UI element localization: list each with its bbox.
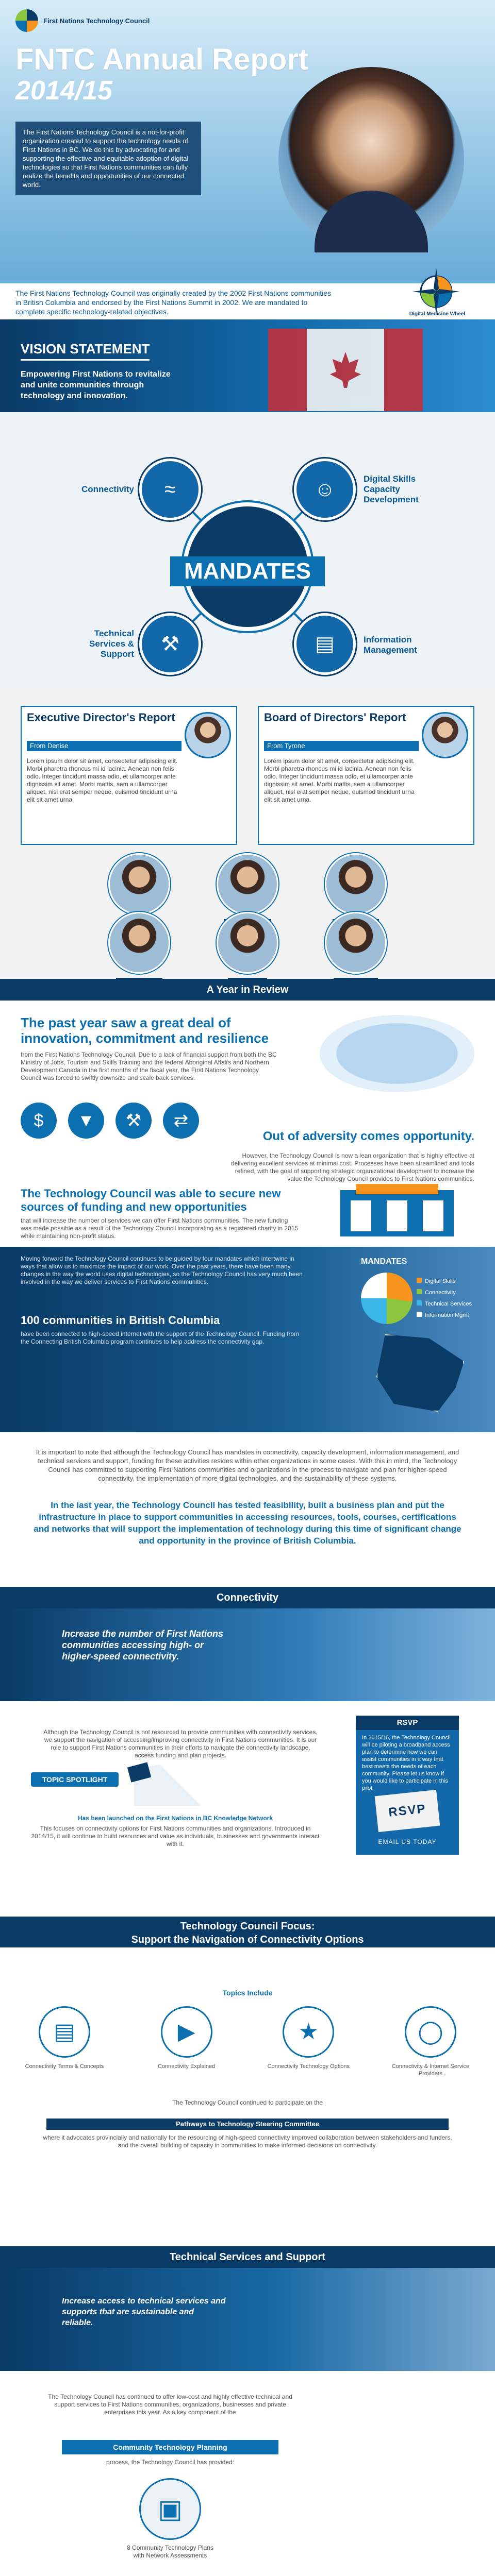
- focus-line-1: Technology Council Focus:: [0, 1920, 495, 1933]
- technical-banner: Technical Services and Support: [0, 2246, 495, 2268]
- vision-section: [0, 319, 495, 412]
- mandate-information-label: Information Management: [364, 635, 417, 655]
- monitor-icon: ▤: [315, 633, 335, 655]
- mandates-progress-section: [0, 1247, 495, 1432]
- avatar: [108, 853, 170, 915]
- board-member: [211, 912, 284, 986]
- mandates-hub-label: MANDATES: [170, 556, 325, 586]
- connectivity-hero-text: Increase the number of First Nations communities accessing high- or higher-speed connectivity.: [62, 1629, 224, 1662]
- rsvp-body: In 2015/16, the Technology Council will be piloting a broadband access plan to determine how we can assist communities in a way that best meets the needs of each community. Please let us know if you would like to participate in this pilot.: [362, 1735, 451, 1791]
- topics-row: [21, 2006, 474, 2077]
- connectivity-hero: [0, 1608, 495, 1701]
- funding-heading: The Technology Council was able to secure new sources of funding and new opportunities: [21, 1187, 281, 1213]
- topics-section: [0, 1989, 495, 2246]
- flex-bold: In the last year, the Technology Council has tested feasibility, built a business plan and put the infrastructure in place to support communities in accessing resources, tools, courses, certifications and networks that will support the implementation of technology during this time of significant change and opportunity in the province of British Columbia.: [34, 1500, 461, 1546]
- logo-text: First Nations Technology Council: [43, 16, 150, 25]
- avatar: [217, 853, 278, 915]
- canada-flag-icon: [268, 329, 423, 411]
- exec-director-avatar: [185, 712, 231, 758]
- spotlight-icon: [129, 1765, 206, 1806]
- funnel-icon: ▼: [68, 1103, 104, 1139]
- globe-icon: ◯: [405, 2006, 456, 2058]
- yir-heading: The past year saw a great deal of innovation, commitment and resilience: [21, 1015, 269, 1046]
- technical-hero: [0, 2268, 495, 2371]
- community-technology-planning-button[interactable]: Community Technology Planning: [62, 2440, 278, 2454]
- mandate-connectivity-label: Connectivity: [81, 484, 134, 494]
- yir-text: from the First Nations Technology Council. Due to a lack of financial support from both the BC Ministry of Jobs, Tourism and Skills Training and the federal Aboriginal Affairs and Northern Development Canada in the first months of the fiscal year, the First Nations Technology Council was forced to swiftly downsize and scale back services.: [21, 1051, 277, 1081]
- legend-item: [417, 1310, 478, 1321]
- topic-label: Connectivity Explained: [158, 2063, 216, 2070]
- legend-item: [417, 1276, 478, 1287]
- spotlight-title: Has been launched on the First Nations in BC Knowledge Network: [77, 1815, 273, 1822]
- legend-swatch: [417, 1300, 422, 1306]
- mandates-panel-title: MANDATES: [361, 1257, 407, 1266]
- legend-item: [417, 1298, 478, 1310]
- topic-label: Connectivity Technology Options: [267, 2063, 350, 2070]
- flex-text: It is important to note that although the Technology Council has mandates in connectivity, capacity development, information management, and technical services and support, funding for these activities resides within other organizations in some cases. With this in mind, the Technology Council has committed to supporting First Nations communities and organizations in the process to navigate and plan for higher-speed connectivity, the implementation of more digital technologies, and the sustainability of these systems.: [36, 1448, 459, 1482]
- intro-text: The First Nations Technology Council is a not-for-profit organization created to support the technology needs of First Nations in BC. We do this by advocating for and supporting the effective and equitable adoption of digital technologies so that First Nations communities can fully realize the benefits and opportunities of our connected world.: [15, 122, 201, 195]
- topic-item[interactable]: [387, 2006, 474, 2077]
- report-header: [0, 0, 495, 319]
- laptop-icon: ▣: [139, 2478, 201, 2540]
- legend-swatch: [417, 1312, 422, 1317]
- globe-graphic: [320, 1015, 474, 1092]
- legend-label: Connectivity: [425, 1290, 456, 1296]
- arrows-icon: ⇄: [163, 1103, 199, 1139]
- mandate-digital-skills-node[interactable]: [294, 459, 356, 520]
- connectivity-text: Although the Technology Council is not resourced to provide communities with connectivity services, we support the navigation of accessing/improving connectivity in First Nations communities. It is our role to support First Nations communities in their efforts to navigate the connectivity landscape, access funding and plan projects.: [43, 1728, 318, 1759]
- board-report-body: Lorem ipsum dolor sit amet, consectetur adipiscing elit. Morbi pharetra rhoncus mi id lacinia. Aenean non felis odio. Integer tincidunt massa odio, et ullamcorper ante dignissim sit amet. Morbi mattis, sem a ullamcorper aliquet, nisl erat semper neque, euismod tincidunt urna elit sit amet urna.: [264, 757, 415, 803]
- year-in-review-banner: A Year in Review: [0, 979, 495, 1001]
- legend-label: Technical Services: [425, 1301, 472, 1307]
- communities-text: have been connected to high-speed internet with the support of the Technology Council. Funding from the Connecting British Columbia program continues to help address the connectivity gap.: [21, 1330, 300, 1345]
- mandate-technical-label: Technical Services & Support: [89, 629, 134, 659]
- mandates-diagram: [0, 412, 495, 690]
- legend-swatch: [417, 1278, 422, 1283]
- reports-section: [0, 690, 495, 979]
- topic-label: Connectivity & Internet Service Providers: [391, 2063, 470, 2077]
- wifi-icon: ≈: [164, 478, 176, 501]
- topic-spotlight-button[interactable]: TOPIC SPOTLIGHT: [31, 1772, 119, 1787]
- rsvp-card: [375, 1790, 440, 1832]
- executive-director-report: [21, 706, 237, 845]
- board-report: [258, 706, 474, 845]
- rsvp-card-text: RSVP: [388, 1802, 427, 1820]
- vision-title: VISION STATEMENT: [21, 341, 150, 361]
- technology-plans-label: 8 Community Technology Plans with Network Assessments: [127, 2544, 213, 2559]
- board-chair-avatar: [422, 712, 468, 758]
- board-member: [103, 912, 175, 986]
- connectivity-banner: Connectivity: [0, 1587, 495, 1608]
- people-icon: ☺: [314, 478, 336, 501]
- mandates-legend: [417, 1276, 478, 1321]
- logo-mark-icon: [15, 9, 38, 32]
- mandate-connectivity-node[interactable]: [139, 459, 201, 520]
- communities-stat: 100 communities in British Columbia: [21, 1314, 220, 1327]
- tp-text: process, the Technology Council has provided:: [106, 2459, 234, 2466]
- mandates-panel: [361, 1257, 480, 1422]
- year-in-review-section: [0, 979, 495, 1247]
- topics-caption: The Technology Council continued to participate on the: [172, 2099, 323, 2106]
- legend-label: Information Mgmt: [425, 1312, 469, 1318]
- compass-caption: Digital Medicine Wheel: [409, 311, 466, 317]
- adversity-text: However, the Technology Council is now a lean organization that is highly effective at delivering excellent services at minimal cost. Processes have been streamlined and tools refined, with the goal of supporting strategic organizational development to increase the value the Technology Council provides to First Nations communities.: [230, 1152, 474, 1182]
- topic-label: Connectivity Terms & Concepts: [25, 2063, 104, 2070]
- mandate-digital-skills-label: Digital Skills Capacity Development: [364, 474, 419, 504]
- mandate-note: The First Nations Technology Council was originally created by the 2002 First Nations communities in British Columbia and endorsed by the First Nations Summit in 2002. We are mandated to complete specific technology-related objectives.: [15, 289, 332, 316]
- adversity-heading: Out of adversity comes opportunity.: [262, 1129, 474, 1143]
- medicine-wheel-icon: [412, 268, 460, 315]
- mandate-information-node[interactable]: [294, 613, 356, 675]
- fntc-logo[interactable]: [15, 9, 150, 32]
- tools-row: [21, 1103, 199, 1139]
- vision-text: Empowering First Nations to revitalize and unite communities through technology and innovation.: [21, 370, 171, 400]
- board-report-title: Board of Directors' Report: [264, 711, 406, 724]
- legend-label: Digital Skills: [425, 1278, 456, 1284]
- technical-services-section: [0, 2246, 495, 2576]
- pathways-committee: Pathways to Technology Steering Committee: [46, 2119, 449, 2130]
- funding-text: that will increase the number of services we can offer First Nations communities. The new funding was made possible as a result of the Technology Council incorporating as a registered charity in 2015 while maintaining non-profit status.: [21, 1217, 299, 1240]
- topics-label: Topics Include: [222, 1989, 273, 1997]
- rsvp-box: [356, 1716, 459, 1855]
- book-icon: ▤: [39, 2006, 90, 2058]
- email-us-link[interactable]: EMAIL US TODAY: [378, 1838, 437, 1845]
- focus-banner: [0, 1917, 495, 1947]
- network-icon: ★: [283, 2006, 334, 2058]
- topic-item[interactable]: [265, 2006, 352, 2077]
- exec-report-from: From Denise: [27, 741, 182, 751]
- tools-icon: ⚒: [116, 1103, 152, 1139]
- exec-report-title: Executive Director's Report: [27, 711, 175, 724]
- feasibility-section: [0, 1432, 495, 1587]
- legend-item: [417, 1287, 478, 1298]
- legend-swatch: [417, 1289, 422, 1294]
- mid-text: Moving forward the Technology Council continues to be guided by four mandates which intertwine in ways that allow us to maximize the impact of our work. Over the past years, there have been many changes in the way the world uses digital technologies, so the Technology Council has very much been involved in the way we deliver services to First Nations communities.: [21, 1255, 303, 1285]
- avatar: [325, 912, 387, 974]
- board-member: [320, 912, 392, 986]
- connectivity-section: [0, 1587, 495, 1989]
- board-members-row-2: [0, 912, 495, 986]
- avatar: [108, 912, 170, 974]
- avatar: [325, 853, 387, 915]
- rsvp-heading: RSVP: [356, 1716, 459, 1730]
- mandates-donut: [361, 1273, 412, 1324]
- pathways-text: where it advocates provincially and nationally for the resourcing of high-speed connectivity improved collaboration between stakeholders and funders, and the overall building of capacity in communities to make informed decisions on connectivity.: [43, 2134, 452, 2149]
- board-report-from: From Tyrone: [264, 741, 419, 751]
- technical-text: The Technology Council has continued to offer low-cost and highly effective technical and support services to First Nations communities, organizations, businesses and private enterprises this year. As a key component of the: [48, 2393, 292, 2416]
- report-years: 2014/15: [15, 76, 112, 106]
- exec-report-body: Lorem ipsum dolor sit amet, consectetur adipiscing elit. Morbi pharetra rhoncus mi id lacinia. Aenean non felis odio. Integer tincidunt massa odio, et ullamcorper ante dignissim sit amet. Morbi mattis, sem a ullamcorper aliquet, nisl erat semper neque, euismod tincidunt urna elit sit amet urna.: [27, 757, 178, 803]
- wrench-icon: ⚒: [161, 633, 179, 655]
- spotlight-text: This focuses on connectivity options for First Nations communities and organizations. Introduced in 2014/15, it will continue to build resources and value as individuals, businesses and governments interact with it.: [31, 1825, 320, 1848]
- topic-item[interactable]: [143, 2006, 230, 2077]
- technology-plans-stat: [0, 2478, 340, 2560]
- hero-person-photo: [278, 67, 464, 252]
- avatar: [217, 912, 278, 974]
- focus-line-2: Support the Navigation of Connectivity Options: [0, 1933, 495, 1946]
- bc-map-icon: [376, 1334, 464, 1412]
- video-icon: ▶: [161, 2006, 212, 2058]
- money-icon: $: [21, 1103, 57, 1139]
- report-title: FNTC Annual Report: [15, 43, 309, 76]
- technical-hero-text: Increase access to technical services and supports that are sustainable and reliable.: [62, 2297, 226, 2327]
- registered-charity-graphic: [320, 1180, 474, 1242]
- topic-item[interactable]: [21, 2006, 108, 2077]
- mandate-technical-node[interactable]: [139, 613, 201, 675]
